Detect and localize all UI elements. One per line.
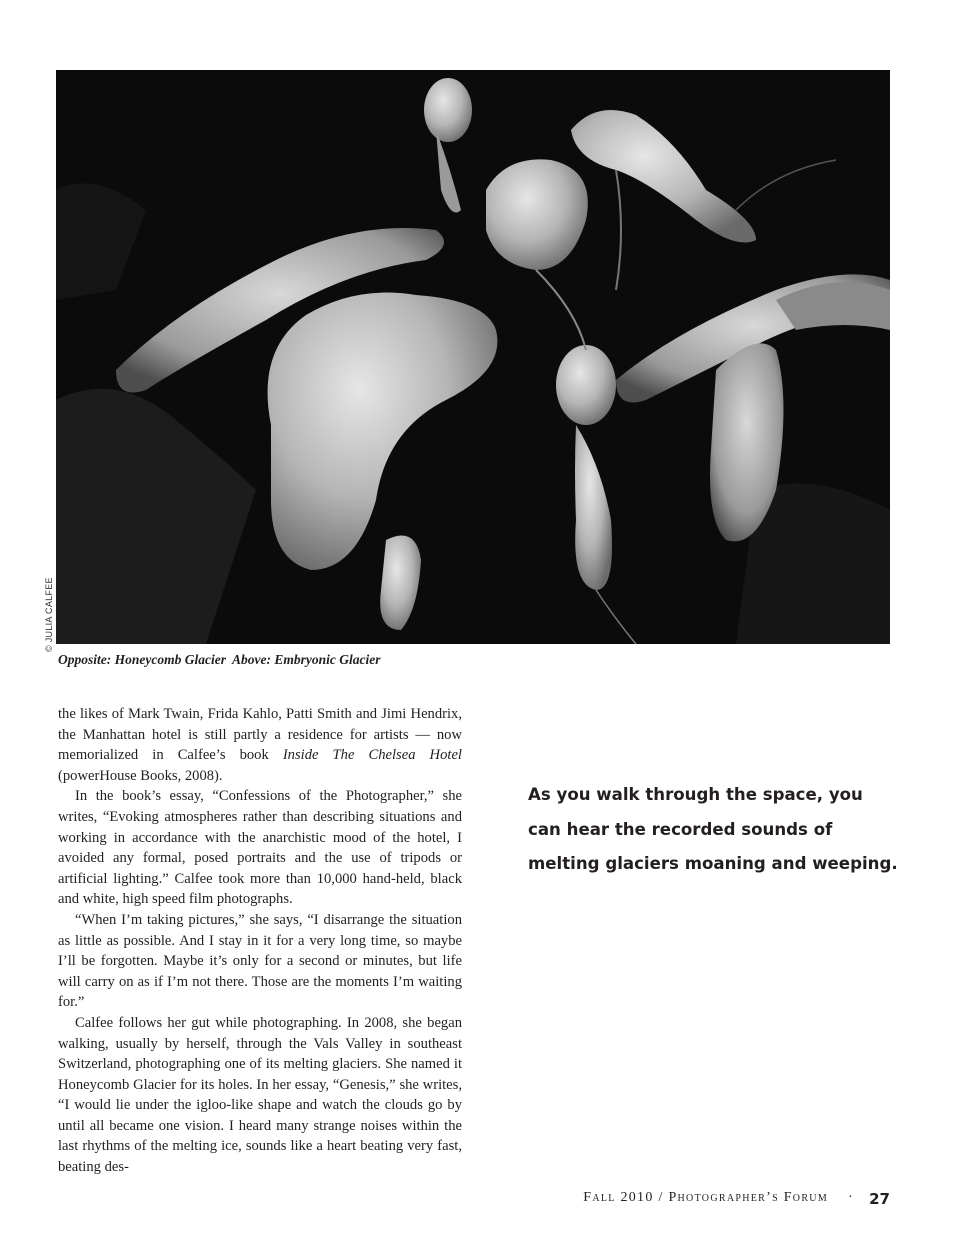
article-paragraph: the likes of Mark Twain, Frida Kahlo, Patti Smith and Jimi Hendrix, the Manhattan hotel is still partly a residence for artists — now memorialized in Calfee’s book Inside The Chelsea Hotel (powerHouse Books, 2008). [58, 706, 462, 784]
page-number: 27 [869, 1190, 890, 1208]
caption-above: Above: Embryonic Glacier [231, 652, 381, 667]
photo-credit: © JULIA CALFEE [44, 577, 54, 652]
article-paragraph: Calfee follows her gut while photographing. In 2008, she began walking, usually by herself, through the Vals Valley in southeast Switzerland, photographing one of its melting glaciers. She named it Honeycomb Glacier for its holes. In her essay, “Genesis,” she writes, “I would lie under the igloo-like shape and watch the clouds go by until all became one vision. I heard many strange noises within the last rhythms of the melting ice, sounds like a heart beating very fast, beating des- [58, 1014, 462, 1176]
article-paragraph: “When I’m taking pictures,” she says, “I disarrange the situation as little as possible. And I stay in it for a very long time, so maybe I’ll be forgotten. Maybe it’s only for a second or minutes, but life will carry on as if I’m not there. Those are the moments I’m waiting for.” [58, 911, 462, 1011]
caption-opposite: Opposite: Honeycomb Glacier [58, 652, 226, 667]
photo-caption [58, 652, 380, 668]
article-paragraph: In the book’s essay, “Confessions of the Photographer,” she writes, “Evoking atmospheres rather than describing situations and working in accordance with the anarchistic mood of the hotel, I avoided any formal, posed portraits and the use of tripods or artificial lighting.” Calfee took more than 10,000 hand-held, black and white, high speed film photographs. [58, 788, 462, 908]
article-body [58, 704, 462, 1178]
issue-label: Fall 2010 / Photographer’s Forum [583, 1190, 829, 1205]
book-title: Inside The Chelsea Hotel [282, 747, 462, 764]
footer-separator: · [848, 1190, 854, 1205]
ice-formation-illustration [56, 70, 890, 644]
pull-quote: As you walk through the space, you can hear the recorded sounds of melting glaciers moaning and weeping. [528, 785, 898, 873]
glacier-photo [56, 70, 890, 644]
page-footer [583, 1190, 890, 1206]
